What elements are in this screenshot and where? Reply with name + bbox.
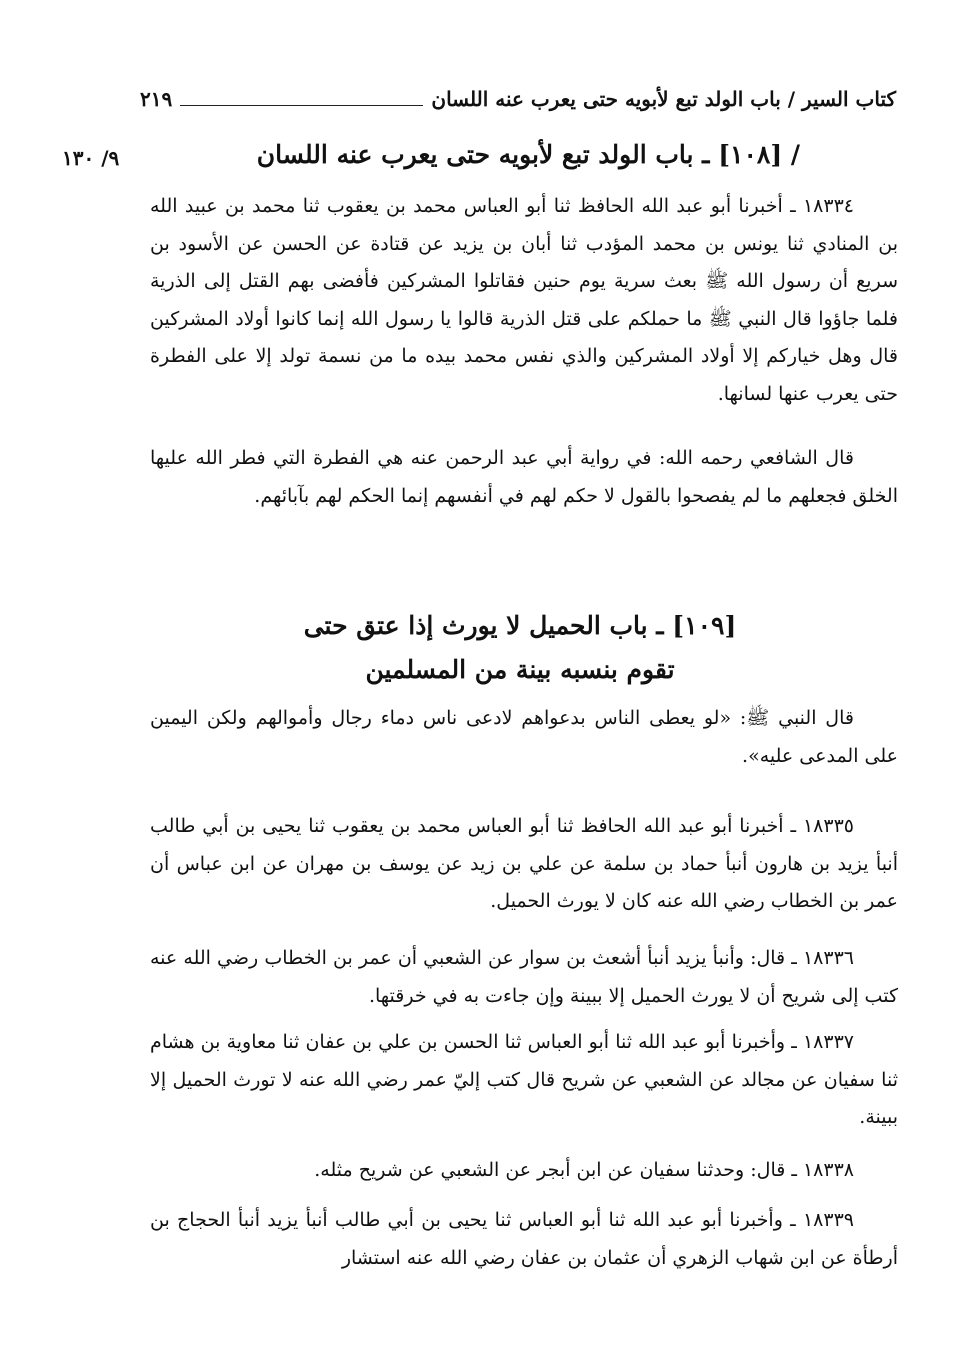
paragraph-18337 — [150, 1024, 898, 1137]
running-header — [140, 78, 896, 112]
paragraph-text: ١٨٣٣٤ ـ أخبرنا أبو عبد الله الحافظ ثنا أبو العباس محمد بن يعقوب ثنا محمد بن عبيد الله بن المنادي ثنا يونس بن محمد المؤدب ثنا أبان بن يزيد عن قتادة عن الحسن عن الأسود بن سريع أن رسول الله ﷺ بعث سرية يوم حنين فقاتلوا المشركين فأفضى بهم القتل إلى الذرية فلما جاؤوا قال النبي ﷺ ما حملكم على قتل الذرية قالوا يا رسول الله إنما كانوا أولاد المشركين قال وهل خياركم إلا أولاد المشركين والذي نفس محمد بيده ما من نسمة تولد إلا على الفطرة حتى يعرب عنها لسانها. — [150, 195, 898, 405]
chapter-108-title: / [١٠٨] ـ باب الولد تبع لأبويه حتى يعرب عنه اللسان — [256, 140, 800, 169]
header-rule — [180, 105, 423, 106]
paragraph-shafii-comment — [150, 440, 898, 515]
paragraph-hadith-quote — [150, 700, 898, 775]
margin-reference: ٩/ ١٣٠ — [62, 146, 120, 170]
paragraph-text: ١٨٣٣٦ ـ قال: وأنبأ يزيد أنبأ أشعث بن سوار عن الشعبي أن عمر بن الخطاب رضي الله عنه كتب إلى شريح أن لا يورث الحميل إلا ببينة وإن جاءت به في خرقتها. — [150, 947, 898, 1007]
paragraph-text: ١٨٣٣٧ ـ وأخبرنا أبو عبد الله ثنا أبو العباس ثنا الحسن بن علي بن عفان ثنا معاوية بن هشام ثنا سفيان عن مجالد عن الشعبي عن شريح قال كتب إليّ عمر رضي الله عنه لا تورث الحميل إلا ببينة. — [150, 1031, 898, 1128]
paragraph-text: قال النبي ﷺ: «لو يعطى الناس بدعواهم لادعى ناس دماء رجال وأموالهم ولكن اليمين على المدعى عليه». — [150, 707, 898, 767]
page-number: ٢١٩ — [140, 87, 173, 111]
paragraph-text: ١٨٣٣٥ ـ أخبرنا أبو عبد الله الحافظ ثنا أبو العباس محمد بن يعقوب ثنا يحيى بن أبي طالب أنبأ يزيد بن هارون أنبأ حماد بن سلمة عن علي بن زيد عن يوسف بن مهران عن ابن عباس أن عمر بن الخطاب رضي الله عنه كان لا يورث الحميل. — [150, 815, 898, 912]
chapter-109-title — [300, 604, 740, 692]
paragraph-18338 — [150, 1152, 898, 1190]
paragraph-text: قال الشافعي رحمه الله: في رواية أبي عبد الرحمن عنه هي الفطرة التي فطر الله عليها الخلق فجعلهم ما لم يفصحوا بالقول لا حكم لهم في أنفسهم إنما الحكم لهم بآبائهم. — [150, 447, 898, 507]
paragraph-text: ١٨٣٣٨ ـ قال: وحدثنا سفيان عن ابن أبجر عن الشعبي عن شريح مثله. — [314, 1159, 854, 1181]
header-title: كتاب السير / باب الولد تبع لأبويه حتى يعرب عنه اللسان — [431, 87, 896, 111]
paragraph-text: ١٨٣٣٩ ـ وأخبرنا أبو عبد الله ثنا أبو العباس ثنا يحيى بن أبي طالب أنبأ يزيد أنبأ الحجاج بن أرطأة عن ابن شهاب الزهري أن عثمان بن عفان رضي الله عنه استشار — [150, 1209, 898, 1269]
paragraph-18339 — [150, 1202, 898, 1277]
chapter-109-title-line1: [١٠٩] ـ باب الحميل لا يورث إذا عتق حتى — [303, 611, 737, 640]
paragraph-18334 — [150, 188, 898, 413]
paragraph-18336 — [150, 940, 898, 1015]
chapter-109-title-line2: تقوم بنسبه بينة من المسلمين — [365, 655, 675, 684]
paragraph-18335 — [150, 808, 898, 921]
